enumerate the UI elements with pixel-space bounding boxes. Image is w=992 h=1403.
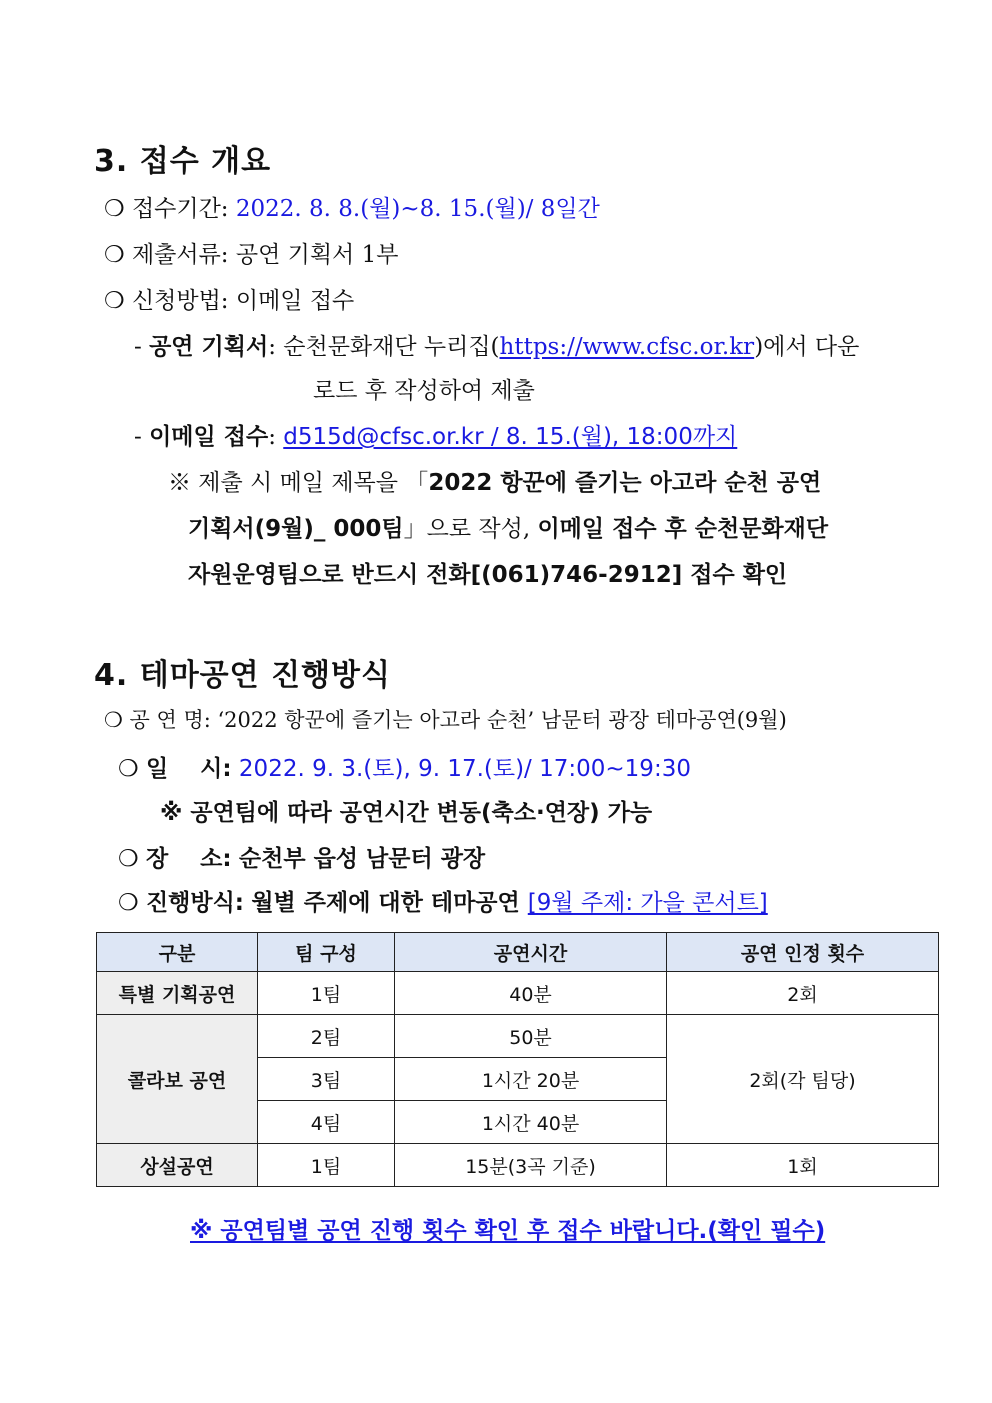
note-end: 이메일 접수 후 순천문화재단 [537,516,829,542]
time-note: ※ 공연팀에 따라 공연시간 변동(축소·연장) 가능 [160,800,653,826]
section3-heading: 3. 접수 개요 [94,144,272,179]
footer-note: ※ 공연팀별 공연 진행 횟수 확인 후 접수 바랍니다.(확인 필수) [190,1218,826,1244]
table-row [97,972,939,1015]
time-cell: 1시간 40분 [395,1101,667,1144]
period-value: 2022. 8. 8.(월)~8. 15.(월)/ 8일간 [235,196,600,222]
method-value: 이메일 접수 [235,288,355,314]
header-count: 공연 인정 횟수 [667,933,939,972]
category-cell: 특별 기획공연 [97,972,258,1015]
proc-theme: [9월 주제: 가을 콘서트] [527,890,768,916]
name-label: 공 연 명: [129,708,211,732]
place-line [118,840,485,873]
date-line [118,750,691,783]
category-cell: 콜라보 공연 [97,1015,258,1144]
table-row [97,1015,939,1058]
email-label: 이메일 접수 [149,424,269,450]
time-cell: 50분 [395,1015,667,1058]
team-cell: 4팀 [258,1101,395,1144]
category-cell: 상설공연 [97,1144,258,1187]
note-line1 [168,464,821,497]
note-title-cont: 기획서(9월)_ 000팀 [188,516,404,542]
docs-line [104,236,398,269]
bullet-icon: ❍ [104,196,125,222]
bullet-icon: ❍ [104,242,125,268]
date-value: 2022. 9. 3.(토), 9. 17.(토)/ 17:00~19:30 [238,756,691,782]
team-cell: 1팀 [258,972,395,1015]
docs-value: 공연 기획서 1부 [235,242,399,268]
note-line2 [188,510,828,543]
email-link[interactable]: d515d@cfsc.or.kr / 8. 15.(월), 18:00까지 [283,424,738,450]
table-row [97,1144,939,1187]
name-line [104,704,787,734]
name-value: ‘2022 항꾼에 즐기는 아고라 순천’ 남문터 광장 테마공연(9월) [217,708,787,732]
email-colon: : [268,424,276,450]
table-header-row [97,933,939,972]
place-value: 순천부 읍성 남문터 광장 [238,846,486,872]
period-line [104,190,600,223]
team-cell: 1팀 [258,1144,395,1187]
note-mid: 」으로 작성, [403,516,538,542]
proc-value: 월별 주제에 대한 테마공연 [251,890,528,916]
bullet-icon: ❍ [118,846,139,872]
cfsc-website-link[interactable]: https://www.cfsc.or.kr [499,334,755,360]
header-category: 구분 [97,933,258,972]
note-prefix: ※ 제출 시 메일 제목을 「 [168,470,429,496]
count-cell: 1회 [667,1144,939,1187]
count-cell: 2회 [667,972,939,1015]
period-label: 접수기간: [131,196,229,222]
count-cell: 2회(각 팀당) [667,1015,939,1144]
note-line3: 자원운영팀으로 반드시 전화[(061)746-2912] 접수 확인 [188,562,788,588]
plan-label: 공연 기획서 [149,334,269,360]
time-cell: 1시간 20분 [395,1058,667,1101]
team-cell: 3팀 [258,1058,395,1101]
section4-heading: 4. 테마공연 진행방식 [94,658,391,693]
header-time: 공연시간 [395,933,667,972]
bullet-icon: ❍ [118,756,139,782]
plan-text-after: )에서 다운 [754,334,860,360]
header-team: 팀 구성 [258,933,395,972]
time-cell: 40분 [395,972,667,1015]
performance-table [96,932,939,1187]
bullet-icon: ❍ [104,708,123,732]
plan-text-before: : 순천문화재단 누리집( [268,334,500,360]
bullet-icon: ❍ [104,288,125,314]
docs-label: 제출서류: [131,242,229,268]
plan-line2: 로드 후 작성하여 제출 [313,378,535,404]
proc-label: 진행방식: [145,890,245,916]
method-line [104,282,354,315]
note-title: 2022 항꾼에 즐기는 아고라 순천 공연 [428,470,822,496]
team-cell: 2팀 [258,1015,395,1058]
bullet-icon: ❍ [118,890,139,916]
time-cell: 15분(3곡 기준) [395,1144,667,1187]
method-label: 신청방법: [131,288,229,314]
plan-line: - 공연 기획서: 순천문화재단 누리집(https://www.cfsc.or.kr)에서 다운 [134,334,860,360]
date-label: 일 시: [145,756,232,782]
proc-line [118,884,768,917]
email-line: - 이메일 접수: d515d@cfsc.or.kr / 8. 15.(월), 18:00까지 [134,424,738,450]
place-label: 장 소: [145,846,232,872]
